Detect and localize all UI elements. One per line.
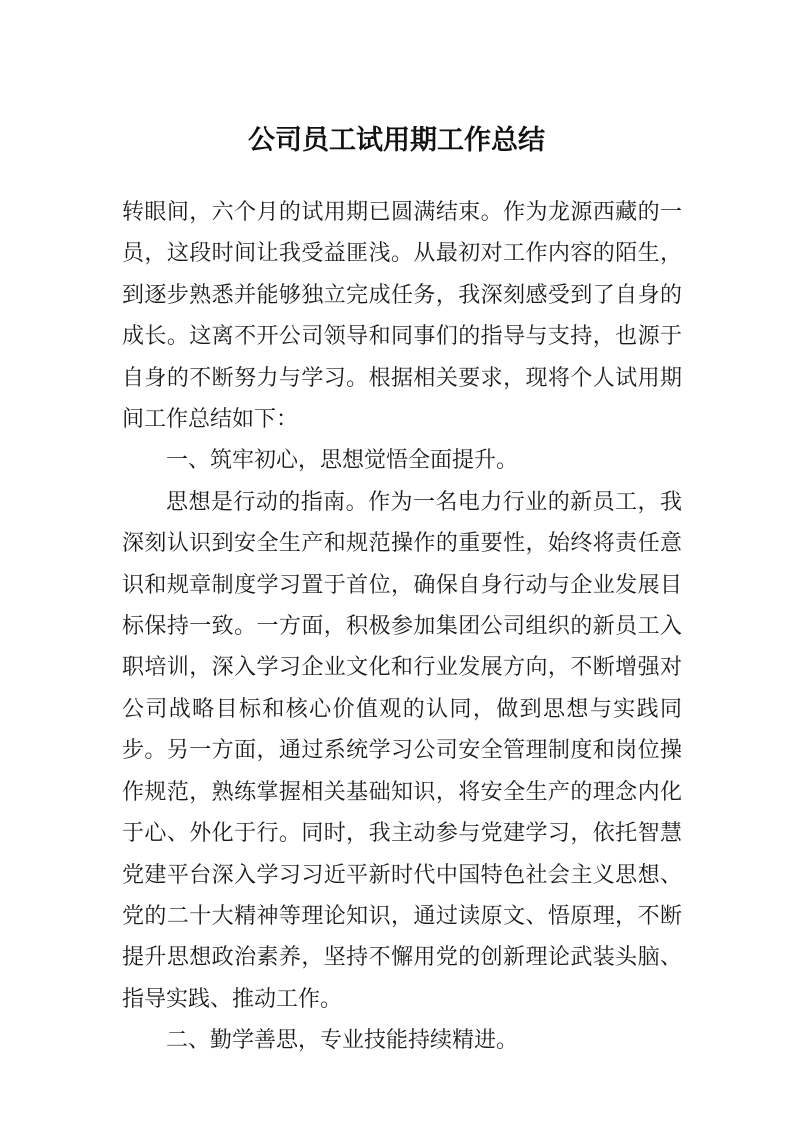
document-body — [122, 192, 682, 1062]
paragraph-intro: 转眼间，六个月的试用期已圆满结束。作为龙源西藏的一员，这段时间让我受益匪浅。从最初对工作内容的陌生，到逐步熟悉并能够独立完成任务，我深刻感受到了自身的成长。这离不开公司领导和同事们的指导与支持，也源于自身的不断努力与学习。根据相关要求，现将个人试用期间工作总结如下： — [122, 200, 682, 433]
section-heading-2: 二、勤学善思，专业技能持续精进。 — [166, 1028, 519, 1054]
document-title: 公司员工试用期工作总结 — [248, 125, 545, 156]
section-heading-1: 一、筑牢初心，思想觉悟全面提升。 — [166, 448, 519, 474]
paragraph-section-1: 思想是行动的指南。作为一名电力行业的新员工，我深刻认识到安全生产和规范操作的重要性，始终将责任意识和规章制度学习置于首位，确保自身行动与企业发展目标保持一致。一方面，积极参加集团公司组织的新员工入职培训，深入学习企业文化和行业发展方向，不断增强对公司战略目标和核心价值观的认同，做到思想与实践同步。另一方面，通过系统学习公司安全管理制度和岗位操作规范，熟练掌握相关基础知识，将安全生产的理念内化于心、外化于行。同时，我主动参与党建学习，依托智慧党建平台深入学习习近平新时代中国特色社会主义思想、党的二十大精神等理论知识，通过读原文、悟原理，不断提升思想政治素养，坚持不懈用党的创新理论武装头脑、指导实践、推动工作。 — [122, 489, 682, 1012]
